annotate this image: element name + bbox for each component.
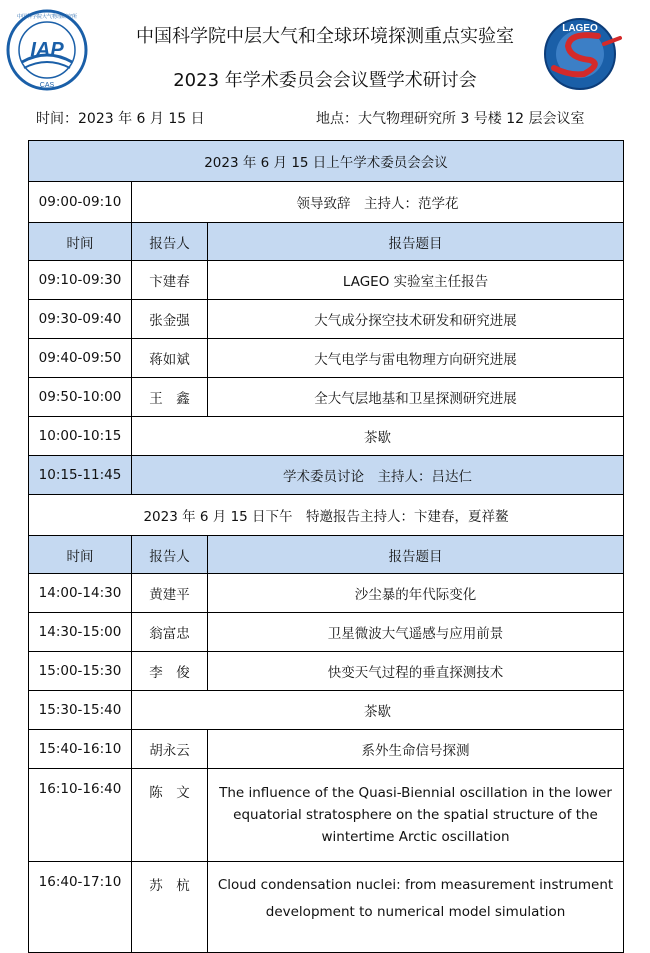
agenda-table — [28, 140, 624, 953]
col-header-speaker: 报告人 — [132, 223, 208, 261]
afternoon-title: 2023 年 6 月 15 日下午 特邀报告主持人：卞建春，夏祥鳌 — [29, 495, 624, 536]
col-header-topic: 报告题目 — [208, 536, 624, 574]
row-topic: The influence of the Quasi-Biennial oscillation in the lower equatorial stratosphere on the spatial structure of the wintertime Arctic oscillation — [208, 769, 624, 862]
column-header-row — [29, 223, 624, 261]
row-time: 14:30-15:00 — [29, 613, 132, 652]
row-speaker: 张金强 — [132, 300, 208, 339]
row-content: 茶歇 — [132, 417, 624, 456]
agenda-row — [29, 652, 624, 691]
row-topic: 全大气层地基和卫星探测研究进展 — [208, 378, 624, 417]
row-time: 10:00-10:15 — [29, 417, 132, 456]
agenda-row — [29, 769, 624, 862]
iap-logo-ring: 中国科学院大气物理研究所 — [16, 14, 78, 20]
morning-section-header — [29, 141, 624, 182]
row-content: 学术委员讨论 主持人：吕达仁 — [132, 456, 624, 495]
row-topic: LAGEO 实验室主任报告 — [208, 261, 624, 300]
agenda-row — [29, 300, 624, 339]
row-speaker: 卞建春 — [132, 261, 208, 300]
row-time: 09:00-09:10 — [29, 182, 132, 223]
row-time: 09:40-09:50 — [29, 339, 132, 378]
row-time: 09:50-10:00 — [29, 378, 132, 417]
row-topic: 沙尘暴的年代际变化 — [208, 574, 624, 613]
row-time: 15:30-15:40 — [29, 691, 132, 730]
afternoon-section-header — [29, 495, 624, 536]
row-speaker: 翁富忠 — [132, 613, 208, 652]
row-time: 09:30-09:40 — [29, 300, 132, 339]
row-speaker: 胡永云 — [132, 730, 208, 769]
row-topic: 大气电学与雷电物理方向研究进展 — [208, 339, 624, 378]
row-topic: 快变天气过程的垂直探测技术 — [208, 652, 624, 691]
break-row — [29, 691, 624, 730]
row-speaker: 蒋如斌 — [132, 339, 208, 378]
col-header-speaker: 报告人 — [132, 536, 208, 574]
break-row — [29, 417, 624, 456]
row-speaker: 陈 文 — [132, 769, 208, 862]
column-header-row — [29, 536, 624, 574]
row-time: 16:40-17:10 — [29, 862, 132, 953]
agenda-row — [29, 862, 624, 953]
page-title-meeting: 2023 年学术委员会会议暨学术研讨会 — [173, 70, 477, 91]
row-time: 16:10-16:40 — [29, 769, 132, 862]
row-time: 14:00-14:30 — [29, 574, 132, 613]
row-time: 09:10-09:30 — [29, 261, 132, 300]
col-header-time: 时间 — [29, 223, 132, 261]
iap-logo-text: IAP — [30, 39, 64, 61]
agenda-row — [29, 574, 624, 613]
agenda-row — [29, 339, 624, 378]
agenda-row — [29, 730, 624, 769]
row-speaker: 黄建平 — [132, 574, 208, 613]
meeting-location: 地点：大气物理研究所 3 号楼 12 层会议室 — [316, 111, 585, 127]
row-speaker: 苏 杭 — [132, 862, 208, 953]
row-speaker: 王 鑫 — [132, 378, 208, 417]
row-content: 领导致辞 主持人：范学花 — [132, 182, 624, 223]
row-topic: 大气成分探空技术研发和研究进展 — [208, 300, 624, 339]
iap-logo-sub: CAS — [39, 82, 55, 89]
row-speaker: 李 俊 — [132, 652, 208, 691]
row-content: 茶歇 — [132, 691, 624, 730]
agenda-row — [29, 378, 624, 417]
row-time: 10:15-11:45 — [29, 456, 132, 495]
meeting-time: 时间：2023 年 6 月 15 日 — [36, 111, 205, 127]
row-topic: Cloud condensation nuclei: from measurement instrument development to numerical model simulation — [208, 862, 624, 953]
col-header-topic: 报告题目 — [208, 223, 624, 261]
row-topic: 系外生命信号探测 — [208, 730, 624, 769]
agenda-row — [29, 261, 624, 300]
discussion-row — [29, 456, 624, 495]
agenda-row — [29, 613, 624, 652]
agenda-row — [29, 182, 624, 223]
page-title-lab: 中国科学院中层大气和全球环境探测重点实验室 — [136, 26, 514, 47]
col-header-time: 时间 — [29, 536, 132, 574]
row-time: 15:00-15:30 — [29, 652, 132, 691]
row-time: 15:40-16:10 — [29, 730, 132, 769]
row-topic: 卫星微波大气遥感与应用前景 — [208, 613, 624, 652]
lageo-logo-text: LAGEO — [562, 23, 598, 34]
morning-title: 2023 年 6 月 15 日上午学术委员会会议 — [29, 141, 624, 182]
